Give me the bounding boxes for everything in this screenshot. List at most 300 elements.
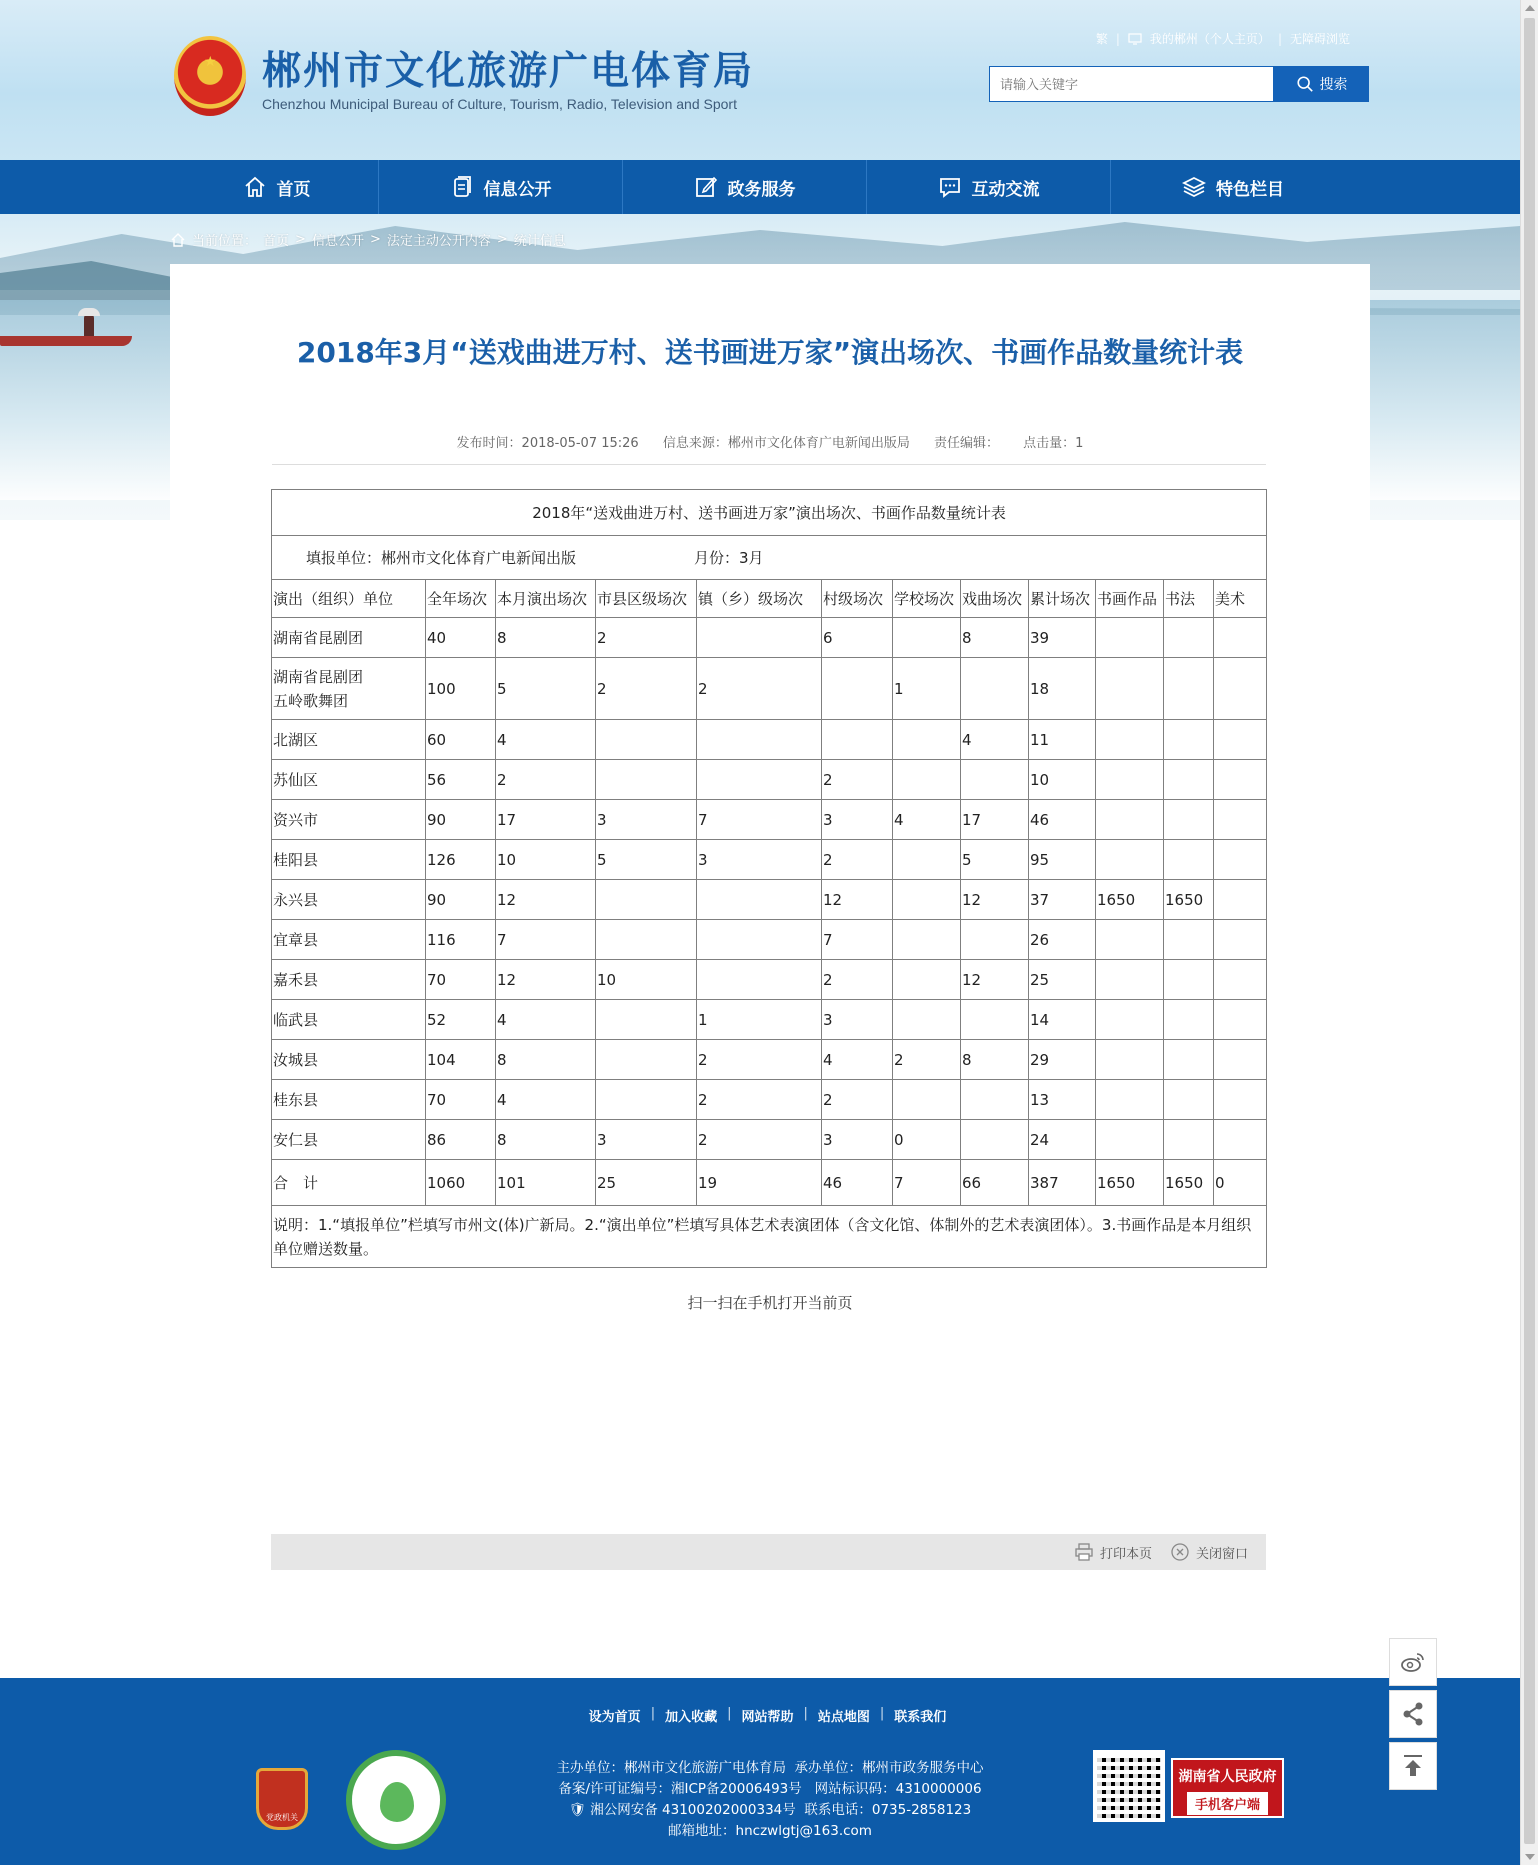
table-cell: [1164, 1000, 1214, 1040]
footer-row: [440, 1821, 1100, 1842]
breadcrumb-statistics[interactable]: 统计信息: [513, 234, 566, 249]
search-button[interactable]: [1274, 66, 1369, 102]
table-cell: [596, 1000, 697, 1040]
table-header-cell: 书法: [1164, 580, 1214, 618]
editor: 责任编辑：: [934, 436, 1000, 451]
layers-icon: [1182, 175, 1206, 199]
top-links: [1096, 30, 1350, 47]
table-unit-cell: [272, 536, 1267, 580]
table-cell: 90: [426, 880, 496, 920]
table-cell: 4: [496, 1080, 596, 1120]
print-label: 打印本页: [1099, 1546, 1152, 1562]
table-cell: 24: [1029, 1120, 1096, 1160]
table-cell: 25: [1029, 960, 1096, 1000]
unit-name-cell: 宜章县: [272, 920, 426, 960]
table-row: [272, 618, 1267, 658]
table-header-cell: 戏曲场次: [961, 580, 1029, 618]
table-total-row: [272, 1160, 1267, 1206]
footer-row: [440, 1779, 1100, 1800]
table-cell: 6: [822, 618, 893, 658]
close-icon: [1170, 1542, 1190, 1562]
table-cell: 14: [1029, 1000, 1096, 1040]
table-unit-row: [272, 536, 1267, 580]
table-cell: [1096, 618, 1164, 658]
accessibility-link[interactable]: 无障碍浏览: [1289, 32, 1350, 46]
footer-link-help[interactable]: 网站帮助: [741, 1710, 794, 1725]
leaf-icon: [380, 1782, 414, 1822]
civilized-city-badge[interactable]: [346, 1750, 446, 1850]
total-cell: 7: [893, 1160, 961, 1206]
weibo-icon: [1399, 1648, 1427, 1676]
table-cell: [1214, 760, 1267, 800]
table-cell: [1096, 840, 1164, 880]
table-header-cell: 演出（组织）单位: [272, 580, 426, 618]
table-cell: [1164, 920, 1214, 960]
footer-link-contact[interactable]: 联系我们: [894, 1710, 947, 1725]
table-cell: 3: [596, 1120, 697, 1160]
table-cell: 1: [893, 658, 961, 720]
table-cell: 2: [697, 658, 822, 720]
search-input[interactable]: [989, 66, 1274, 102]
table-note: 说明：1.“填报单位”栏填写市州文(体)广新局。2.“演出单位”栏填写具体艺术表演团体（含文化馆、体制外的艺术表演团体）。3.书画作品是本月组织单位赠送数量。: [272, 1206, 1267, 1268]
fill-unit: 填报单位：郴州市文化体育广电新闻出版: [306, 549, 577, 567]
table-cell: [596, 720, 697, 760]
total-cell: 0: [1214, 1160, 1267, 1206]
table-cell: [961, 760, 1029, 800]
footer-link-homepage[interactable]: 设为首页: [588, 1710, 641, 1725]
table-cell: 126: [426, 840, 496, 880]
footer-link-favorite[interactable]: 加入收藏: [665, 1710, 718, 1725]
table-cell: 116: [426, 920, 496, 960]
table-cell: 60: [426, 720, 496, 760]
total-cell: 合 计: [272, 1160, 426, 1206]
table-cell: [1096, 960, 1164, 1000]
table-cell: [697, 760, 822, 800]
divider: |: [727, 1706, 732, 1721]
table-cell: [1214, 720, 1267, 760]
share-icon: [1399, 1700, 1427, 1728]
table-row: [272, 880, 1267, 920]
table-cell: 29: [1029, 1040, 1096, 1080]
table-cell: [596, 880, 697, 920]
table-cell: [822, 658, 893, 720]
table-cell: 2: [893, 1040, 961, 1080]
scrollbar[interactable]: [1520, 0, 1538, 1865]
total-cell: 46: [822, 1160, 893, 1206]
table-cell: [961, 1120, 1029, 1160]
party-gov-badge-label: 党政机关: [266, 1813, 298, 1822]
nav-item-label: 特色栏目: [1216, 179, 1284, 200]
table-cell: 56: [426, 760, 496, 800]
table-cell: 39: [1029, 618, 1096, 658]
table-cell: 17: [961, 800, 1029, 840]
table-header-cell: 累计场次: [1029, 580, 1096, 618]
table-cell: 100: [426, 658, 496, 720]
national-emblem-icon: ★: [174, 36, 246, 116]
table-cell: [961, 1080, 1029, 1120]
table-cell: [1096, 1120, 1164, 1160]
table-cell: 4: [496, 720, 596, 760]
table-cell: [1096, 1080, 1164, 1120]
table-cell: [1164, 840, 1214, 880]
unit-name-cell: 苏仙区: [272, 760, 426, 800]
icp-number[interactable]: 备案/许可证编号：湘ICP备20006493号: [558, 1781, 802, 1797]
table-cell: [697, 618, 822, 658]
nav-item-info-disclosure[interactable]: [379, 160, 623, 214]
party-gov-badge[interactable]: [256, 1768, 308, 1830]
table-cell: [893, 920, 961, 960]
table-row: [272, 1120, 1267, 1160]
table-cell: 0: [893, 1120, 961, 1160]
table-cell: [893, 840, 961, 880]
table-cell: [961, 658, 1029, 720]
statistics-table: [271, 489, 1267, 1268]
total-cell: 1650: [1164, 1160, 1214, 1206]
table-cell: 12: [961, 960, 1029, 1000]
site-subtitle: Chenzhou Municipal Bureau of Culture, Tourism, Radio, Television and Sport: [262, 96, 737, 112]
table-cell: 37: [1029, 880, 1096, 920]
site-code: 网站标识码：4310000006: [814, 1781, 982, 1797]
breadcrumb-sep: >: [496, 232, 508, 247]
table-cell: [1096, 1000, 1164, 1040]
table-row: [272, 840, 1267, 880]
boat-image: [0, 336, 132, 346]
table-cell: 46: [1029, 800, 1096, 840]
table-row: [272, 920, 1267, 960]
nav-item-label: 互动交流: [971, 179, 1040, 200]
table-cell: [1214, 618, 1267, 658]
table-cell: 4: [893, 800, 961, 840]
table-cell: 5: [496, 658, 596, 720]
table-cell: 4: [822, 1040, 893, 1080]
footer-row: [440, 1800, 1100, 1821]
table-cell: [1214, 880, 1267, 920]
nav-item-gov-services[interactable]: [623, 160, 867, 214]
nav-item-label: 信息公开: [483, 179, 552, 200]
divider: [272, 464, 1266, 465]
total-cell: 1650: [1096, 1160, 1164, 1206]
breadcrumb-prefix: 当前位置：: [192, 234, 258, 249]
hunan-gov-app-badge[interactable]: [1171, 1758, 1284, 1818]
divider: |: [1115, 31, 1120, 46]
table-cell: [1214, 1040, 1267, 1080]
table-cell: 18: [1029, 658, 1096, 720]
unit-name-cell: 北湖区: [272, 720, 426, 760]
table-cell: 2: [496, 760, 596, 800]
total-cell: 19: [697, 1160, 822, 1206]
table-cell: [697, 720, 822, 760]
table-cell: [1214, 1080, 1267, 1120]
printer-icon: [1074, 1542, 1094, 1562]
table-row: [272, 800, 1267, 840]
breadcrumb-statutory[interactable]: 法定主动公开内容: [386, 234, 491, 249]
table-cell: 2: [697, 1080, 822, 1120]
table-cell: [697, 880, 822, 920]
report-month: 月份：3月: [694, 549, 764, 567]
table-cell: 3: [596, 800, 697, 840]
table-cell: [1164, 1080, 1214, 1120]
table-cell: [1214, 920, 1267, 960]
close-window-button[interactable]: [1170, 1542, 1248, 1562]
back-to-top-button[interactable]: [1389, 1742, 1437, 1790]
mobile-qr-hint[interactable]: 扫一扫在手机打开当前页: [687, 1294, 853, 1312]
table-cell: 10: [496, 840, 596, 880]
article-tools: [271, 1534, 1266, 1570]
table-cell: 90: [426, 800, 496, 840]
article-title: 2018年3月“送戏曲进万村、送书画进万家”演出场次、书画作品数量统计表: [296, 336, 1244, 369]
table-cell: 8: [961, 618, 1029, 658]
table-cell: [1214, 1120, 1267, 1160]
info-source: 信息来源：郴州市文化体育广电新闻出版局: [662, 436, 910, 451]
footer-info: [440, 1758, 1100, 1842]
table-cell: 2: [697, 1120, 822, 1160]
article-panel: [170, 264, 1370, 1650]
table-cell: 12: [496, 880, 596, 920]
home-icon: [170, 232, 186, 248]
table-cell: [1164, 960, 1214, 1000]
table-cell: [1214, 1000, 1267, 1040]
sponsor: 主办单位：郴州市文化旅游广电体育局: [556, 1760, 786, 1776]
table-row: [272, 1040, 1267, 1080]
unit-name-cell: 临武县: [272, 1000, 426, 1040]
print-button[interactable]: [1074, 1542, 1152, 1562]
table-cell: [893, 720, 961, 760]
site-header: [0, 0, 1520, 160]
table-cell: [1096, 720, 1164, 760]
divider: |: [879, 1706, 885, 1721]
table-caption-row: [272, 490, 1267, 536]
table-cell: [893, 1000, 961, 1040]
table-cell: 7: [496, 920, 596, 960]
main-nav: [0, 160, 1520, 214]
table-cell: 95: [1029, 840, 1096, 880]
nav-item-featured[interactable]: [1111, 160, 1355, 214]
table-header-cell: 市县区级场次: [596, 580, 697, 618]
search-button-label: 搜索: [1319, 77, 1348, 93]
table-row: [272, 1080, 1267, 1120]
table-cell: 70: [426, 1080, 496, 1120]
table-cell: [961, 1000, 1029, 1040]
table-cell: 1650: [1096, 880, 1164, 920]
table-header-cell: 学校场次: [893, 580, 961, 618]
chat-icon: [938, 175, 962, 199]
site-footer: [0, 1678, 1520, 1865]
footer-link-sitemap[interactable]: 站点地图: [817, 1710, 870, 1725]
table-cell: 11: [1029, 720, 1096, 760]
table-cell: [893, 618, 961, 658]
table-cell: 7: [822, 920, 893, 960]
table-cell: [596, 1040, 697, 1080]
table-cell: 12: [961, 880, 1029, 920]
unit-name-cell: 桂东县: [272, 1080, 426, 1120]
table-cell: [1214, 800, 1267, 840]
unit-name-cell: 湖南省昆剧团 五岭歌舞团: [272, 658, 426, 720]
table-row: [272, 1000, 1267, 1040]
table-note-row: [272, 1206, 1267, 1268]
scroll-thumb[interactable]: [1524, 18, 1535, 1844]
table-header-cell: 美术: [1214, 580, 1267, 618]
table-cell: 52: [426, 1000, 496, 1040]
home-icon: [243, 175, 267, 199]
click-count: 点击量：1: [1023, 436, 1084, 451]
table-cell: [1164, 618, 1214, 658]
table-cell: [697, 920, 822, 960]
edit-icon: [694, 175, 718, 199]
table-cell: 12: [496, 960, 596, 1000]
table-cell: 12: [822, 880, 893, 920]
unit-name-cell: 资兴市: [272, 800, 426, 840]
table-cell: [697, 960, 822, 1000]
umbrella-image: [78, 308, 100, 316]
table-cell: [1164, 800, 1214, 840]
breadcrumb-sep: >: [295, 232, 306, 247]
table-cell: 70: [426, 960, 496, 1000]
nav-item-label: 首页: [276, 179, 311, 200]
table-cell: 8: [496, 1040, 596, 1080]
table-cell: 3: [822, 1120, 893, 1160]
table-cell: 2: [822, 840, 893, 880]
table-cell: 26: [1029, 920, 1096, 960]
table-cell: 2: [596, 618, 697, 658]
table-cell: 1650: [1164, 880, 1214, 920]
nav-item-interaction[interactable]: [867, 160, 1111, 214]
table-cell: 2: [822, 760, 893, 800]
table-cell: 10: [596, 960, 697, 1000]
total-cell: 1060: [426, 1160, 496, 1206]
police-record[interactable]: 湘公网安备 43100202000334号: [590, 1802, 796, 1818]
table-cell: 104: [426, 1040, 496, 1080]
breadcrumb-home[interactable]: 首页: [263, 234, 290, 249]
table-cell: 3: [822, 800, 893, 840]
table-cell: [596, 760, 697, 800]
table-cell: [893, 880, 961, 920]
search-icon: [1296, 75, 1314, 93]
article-meta: [270, 432, 1270, 451]
table-cell: 2: [822, 960, 893, 1000]
table-cell: 8: [961, 1040, 1029, 1080]
table-cell: [1164, 720, 1214, 760]
table-cell: 86: [426, 1120, 496, 1160]
share-button[interactable]: [1389, 1690, 1437, 1738]
breadcrumb: [170, 230, 566, 249]
email: 邮箱地址：hnczwlgtj@163.com: [668, 1823, 872, 1839]
boat-person-image: [84, 314, 94, 336]
total-cell: 387: [1029, 1160, 1096, 1206]
table-cell: 5: [961, 840, 1029, 880]
table-cell: 4: [496, 1000, 596, 1040]
table-header-cell: 全年场次: [426, 580, 496, 618]
my-chenzhou-link[interactable]: 我的郴州（个人主页）: [1149, 32, 1270, 46]
divider: |: [803, 1706, 808, 1721]
table-cell: [893, 760, 961, 800]
arrow-up-icon: [1399, 1752, 1427, 1780]
police-icon: 🛡: [568, 1802, 586, 1818]
traditional-chinese-link[interactable]: 繁: [1095, 32, 1108, 46]
table-cell: [893, 1080, 961, 1120]
table-cell: [596, 920, 697, 960]
table-header-cell: 本月演出场次: [496, 580, 596, 618]
divider: |: [650, 1706, 656, 1721]
publish-time: 发布时间：2018-05-07 15:26: [456, 436, 639, 451]
table-cell: [961, 920, 1029, 960]
total-cell: 66: [961, 1160, 1029, 1206]
organizer: 承办单位：郴州市政务服务中心: [794, 1760, 984, 1776]
table-cell: [1096, 920, 1164, 960]
table-header-cell: 镇（乡）级场次: [697, 580, 822, 618]
unit-name-cell: 湖南省昆剧团: [272, 618, 426, 658]
site-title[interactable]: 郴州市文化旅游广电体育局: [262, 49, 755, 94]
breadcrumb-info[interactable]: 信息公开: [311, 234, 364, 249]
table-cell: 17: [496, 800, 596, 840]
table-cell: [1164, 658, 1214, 720]
total-cell: 25: [596, 1160, 697, 1206]
table-cell: [1164, 1040, 1214, 1080]
table-cell: 3: [822, 1000, 893, 1040]
nav-item-home[interactable]: [175, 160, 379, 214]
table-cell: 2: [697, 1040, 822, 1080]
table-cell: [822, 720, 893, 760]
table-row: [272, 760, 1267, 800]
table-cell: 10: [1029, 760, 1096, 800]
footer-links: [0, 1706, 1520, 1725]
table-header-cell: 村级场次: [822, 580, 893, 618]
monitor-icon: [1128, 33, 1142, 45]
gov-app-title: 湖南省人民政府: [1178, 1769, 1277, 1785]
qr-code: [1093, 1750, 1165, 1822]
table-cell: 7: [697, 800, 822, 840]
document-icon: [450, 175, 474, 199]
breadcrumb-sep: >: [369, 232, 381, 247]
table-cell: 2: [822, 1080, 893, 1120]
gov-app-sub: 手机客户端: [1187, 1792, 1268, 1815]
table-row: [272, 658, 1267, 720]
unit-name-cell: 桂阳县: [272, 840, 426, 880]
nav-item-label: 政务服务: [727, 179, 796, 200]
table-header-cell: 书画作品: [1096, 580, 1164, 618]
table-cell: [1096, 800, 1164, 840]
table-row: [272, 960, 1267, 1000]
table-cell: 1: [697, 1000, 822, 1040]
scroll-up-arrow[interactable]: [1525, 5, 1535, 11]
unit-name-cell: 嘉禾县: [272, 960, 426, 1000]
table-cell: [1214, 840, 1267, 880]
phone: 联系电话：0735-2858123: [804, 1802, 972, 1818]
table-cell: [1096, 1040, 1164, 1080]
table-cell: 4: [961, 720, 1029, 760]
table-cell: [1214, 658, 1267, 720]
total-cell: 101: [496, 1160, 596, 1206]
floating-tools: [1389, 1638, 1437, 1794]
table-cell: [1214, 960, 1267, 1000]
table-cell: 13: [1029, 1080, 1096, 1120]
table-cell: [1096, 760, 1164, 800]
table-caption: 2018年“送戏曲进万村、送书画进万家”演出场次、书画作品数量统计表: [272, 490, 1267, 536]
table-cell: 8: [496, 1120, 596, 1160]
table-cell: [893, 960, 961, 1000]
table-cell: 3: [697, 840, 822, 880]
unit-name-cell: 安仁县: [272, 1120, 426, 1160]
table-cell: 40: [426, 618, 496, 658]
weibo-share-button[interactable]: [1389, 1638, 1437, 1686]
divider: |: [1277, 31, 1282, 46]
table-cell: [1096, 658, 1164, 720]
table-cell: [1164, 760, 1214, 800]
scroll-down-arrow[interactable]: [1525, 1854, 1535, 1860]
table-cell: 2: [596, 658, 697, 720]
table-cell: 5: [596, 840, 697, 880]
unit-name-cell: 永兴县: [272, 880, 426, 920]
table-row: [272, 720, 1267, 760]
